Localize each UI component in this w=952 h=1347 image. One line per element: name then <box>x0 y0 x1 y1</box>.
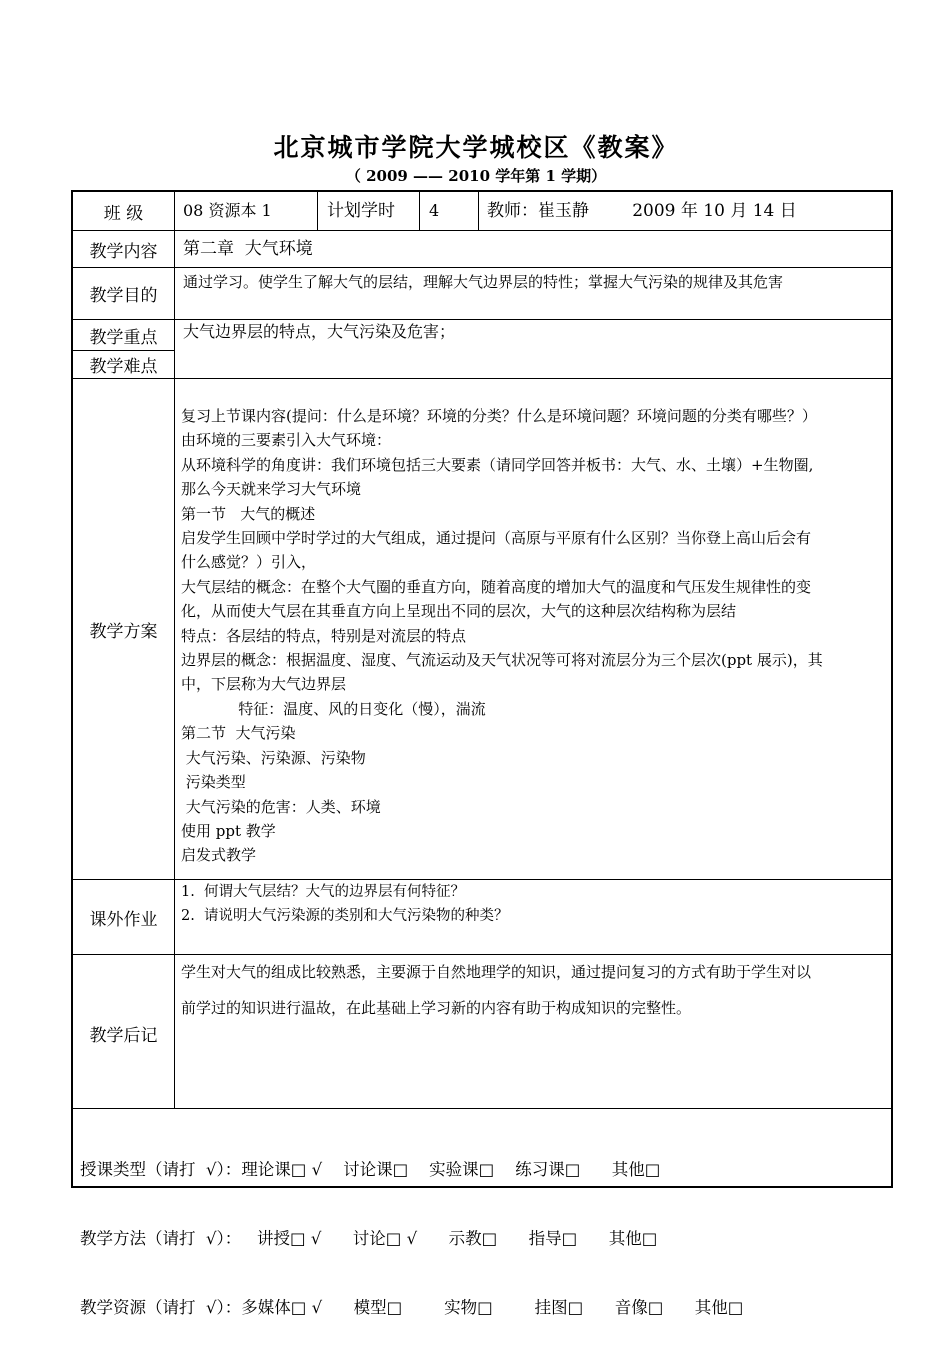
postscript-line: 学生对大气的组成比较熟悉，主要源于自然地理学的知识，通过提问复习的方式有助于学生对以 <box>181 963 812 981</box>
postscript-line: 前学过的知识进行温故，在此基础上学习新的内容有助于构成知识的完整性。 <box>181 999 692 1017</box>
plan-label: 教学方案 <box>89 622 158 642</box>
column-divider <box>317 192 318 230</box>
homework-item: 1. 何谓大气层结？大气的边界层有何特征？ <box>181 884 466 900</box>
difficult-point-label: 教学难点 <box>89 357 158 377</box>
plan-line: 边界层的概念：根据温度、湿度、气流运动及天气状况等可将对流层分为三个层次(ppt 展示)，其 <box>181 651 823 670</box>
column-divider <box>419 192 420 230</box>
plan-line: 特点：各层结的特点，特别是对流层的特点 <box>181 626 467 645</box>
plan-line: 使用 ppt 教学 <box>181 821 276 840</box>
row-divider <box>73 378 891 379</box>
homework-item: 2. 请说明大气污染源的类别和大气污染物的种类？ <box>181 908 509 924</box>
semester-subtitle: （ 2009 —— 2010 学年第 1 学期） <box>345 167 607 185</box>
goal-value: 通过学习。使学生了解大气的层结，理解大气边界层的特性；掌握大气污染的规律及其危害 <box>183 273 784 291</box>
teaching-plan-text <box>181 404 889 868</box>
postscript-label: 教学后记 <box>89 1026 158 1046</box>
goal-label: 教学目的 <box>89 286 158 306</box>
plan-line: 第一节 大气的概述 <box>181 504 316 523</box>
class-label: 班 级 <box>103 204 144 224</box>
column-divider <box>174 192 175 1108</box>
plan-line: 从环境科学的角度讲：我们环境包括三大要素（请同学回答并板书：大气、水、土壤）+生物圈, <box>181 455 814 474</box>
row-divider <box>73 954 891 955</box>
teacher-date: 教师：崔玉静 2009 年 10 月 14 日 <box>487 201 797 221</box>
column-divider <box>478 192 479 230</box>
footer-options <box>80 1112 743 1342</box>
plan-line: 化，从而使大气层在其垂直方向上呈现出不同的层次，大气的这种层次结构称为层结 <box>181 602 737 621</box>
plan-line: 大气污染的危害：人类、环境 <box>181 797 381 816</box>
teaching-resource-options: 教学资源（请打 √）：多媒体□ √ 模型□ 实物□ 挂图□ 音像□ 其他□ <box>80 1298 744 1317</box>
row-divider <box>73 267 891 268</box>
lesson-type-options: 授课类型（请打 √）：理论课□ √ 讨论课□ 实验课□ 练习课□ 其他□ <box>80 1160 661 1179</box>
document-title: 北京城市学院大学城校区《教案》 <box>273 133 679 162</box>
plan-line: 什么感觉？）引入， <box>181 553 317 572</box>
plan-line: 大气层结的概念：在整个大气圈的垂直方向，随着高度的增加大气的温度和气压发生规律性的变 <box>181 577 812 596</box>
plan-line: 中，下层称为大气边界层 <box>181 675 347 694</box>
plan-line: 特征：温度、风的日变化（慢），湍流 <box>181 699 486 718</box>
plan-line: 大气污染、污染源、污染物 <box>181 748 366 767</box>
plan-line: 第二节 大气污染 <box>181 724 296 743</box>
plan-line: 启发式教学 <box>181 846 257 865</box>
homework-label: 课外作业 <box>89 910 158 930</box>
teaching-method-options: 教学方法（请打 √）： 讲授□ √ 讨论□ √ 示教□ 指导□ 其他□ <box>80 1229 658 1248</box>
homework-text <box>181 880 509 928</box>
content-value: 第二章 大气环境 <box>183 239 313 259</box>
row-divider <box>73 230 891 231</box>
plan-line: 启发学生回顾中学时学过的大气组成，通过提问（高原与平原有什么区别？当你登上高山后会有 <box>181 529 812 548</box>
plan-line: 复习上节课内容(提问：什么是环境？环境的分类？什么是环境问题？环境问题的分类有哪些？） <box>181 407 817 425</box>
content-label: 教学内容 <box>89 242 158 262</box>
plan-line: 污染类型 <box>181 773 246 792</box>
plan-line: 那么今天就来学习大气环境 <box>181 480 362 499</box>
hours-value: 4 <box>429 201 440 220</box>
class-value: 08 资源本 1 <box>183 201 272 220</box>
postscript-text <box>181 960 889 1020</box>
plan-line: 由环境的三要素引入大气环境： <box>181 431 392 450</box>
key-point-label: 教学重点 <box>89 328 158 348</box>
hours-label: 计划学时 <box>327 201 395 221</box>
row-divider <box>73 1108 891 1109</box>
row-divider <box>73 350 174 351</box>
key-point-value: 大气边界层的特点，大气污染及危害； <box>183 322 456 341</box>
